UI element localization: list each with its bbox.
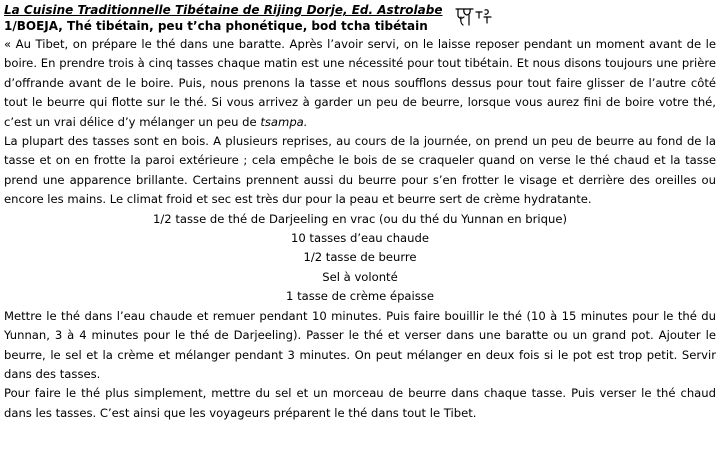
ingredient-line: 1/2 tasse de beurre — [303, 250, 417, 265]
book-source-line: La Cuisine Traditionnelle Tibétaine de Rijing Dorje, Ed. Astrolabe — [4, 3, 443, 17]
ingredient-line: 1 tasse de crème épaisse — [286, 289, 434, 304]
intro-quote-text: « Au Tibet, on prépare le thé dans une baratte. Après l’avoir servi, on le laisse reposer pendant un moment avant de le boire. En prendre trois à cinq tasses chaque matin est une nécessité pour tout tibétain. Et nous disons toujours une prière d’offrande avant de le boire. Puis, nous prenons la tasse et nous soufflons dessus pour tout faire glisser de l’autre côté tout le beurre qui flotte sur le thé. Si vous arrivez à garder un peu de beurre, lorsque vous aurez fini de boire votre thé, c’est un vrai délice d’y mélanger un peu de — [4, 37, 716, 129]
intro-paragraph-1 — [4, 35, 716, 132]
ingredient-list — [4, 210, 716, 307]
instructions-paragraph-2: Pour faire le thé plus simplement, mettre du sel et un morceau de beurre dans chaque tasse. Puis verser le thé chaud dans les tasses. C’est ainsi que les voyageurs préparent le thé dans tout le Tibet. — [4, 386, 716, 420]
recipe-title: 1/BOEJA, Thé tibétain, peu t’cha phonétique, bod tcha tibétain — [4, 19, 428, 33]
document-page — [4, 2, 716, 423]
instructions-paragraph-1: Mettre le thé dans l’eau chaude et remuer pendant 10 minutes. Puis faire bouillir le thé (10 à 15 minutes pour le thé du Yunnan, 3 à 4 minutes pour le thé de Darjeeling). Passer le thé et verser dans une baratte ou un grand pot. Ajouter le beurre, le sel et la crème et mélanger pendant 3 minutes. On peut mélanger en deux fois si le pot est trop petit. Servir dans des tasses. — [4, 308, 716, 381]
ingredient-line: 1/2 tasse de thé de Darjeeling en vrac (ou du thé du Yunnan en brique) — [153, 211, 567, 226]
intro-paragraph-2: La plupart des tasses sont en bois. A plusieurs reprises, au cours de la journée, on prend un peu de beurre au fond de la tasse et on en frotte la paroi extérieure ; cela empêche le bois de se craqueler quand on verse le thé chaud et la tasse prend une apparence brillante. Certains prennent aussi du beurre pour s’en frotter le visage et derrière des oreilles ou encore les mains. Le climat froid et sec est très dur pour la peau et beurre sert de crème hydratante. — [4, 134, 716, 207]
ingredient-line: 10 tasses d’eau chaude — [290, 231, 429, 246]
tibetan-script-image — [455, 6, 493, 28]
tsampa-term: tsampa. — [260, 114, 308, 129]
ingredient-line: Sel à volonté — [322, 269, 398, 284]
